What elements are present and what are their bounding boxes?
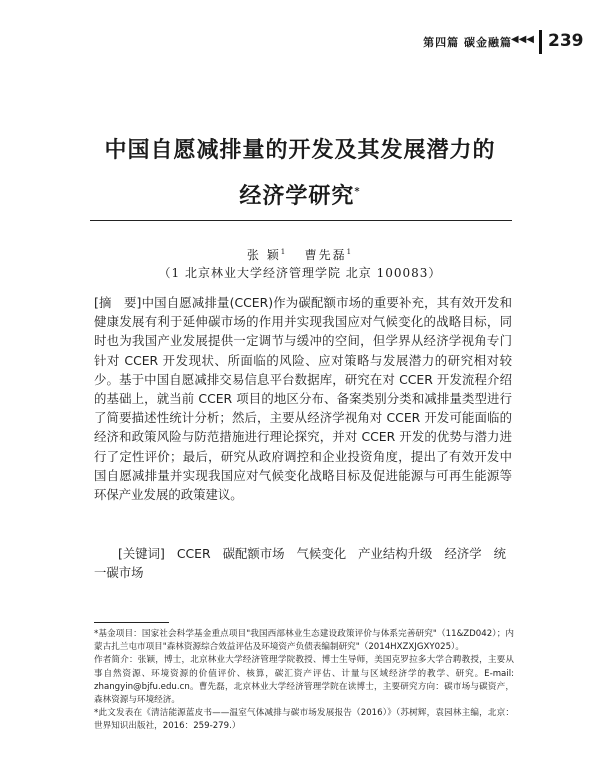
- keyword-item: CCER: [176, 546, 211, 561]
- keyword-item: 经济学: [444, 546, 482, 561]
- paper-title-line1: 中国自愿减排量的开发及其发展潜力的: [104, 137, 496, 163]
- header-arrows-icon: ◀◀◀: [510, 34, 534, 45]
- running-header: [0, 30, 600, 54]
- author-1-affil-mark: 1: [280, 248, 288, 256]
- footnotes: [94, 628, 514, 734]
- keyword-item: 碳配额市场: [222, 546, 285, 561]
- paper-title-line2-text: 经济学研究: [239, 183, 355, 209]
- footnote-fund: *基金项目：国家社会科学基金重点项目"我国西部林业生态建设政策评价与体系完善研究"（11&ZD042）；内蒙古扎兰屯市项目"森林资源综合效益评估及环境资产负债表编制研究"（2014HXZXJGXY025）。: [94, 629, 514, 653]
- page-number: 239: [548, 31, 584, 51]
- abstract: [94, 293, 512, 504]
- abstract-label: [摘 要]: [94, 295, 142, 310]
- footnote-bio: 作者简介：张颖，博士，北京林业大学经济管理学院教授、博士生导师，美国克罗拉多大学合聘教授，主要从事自然资源、环境资源的价值评价、核算，碳汇资产评估、计量与区域经济学的教学、研究。E-mail: zhangyin@bjfu.edu.cn。曹先磊，北京林业大学经济管理学院在读博士，主要研究方向：碳市场与碳资产，森林资源与环境经济。: [94, 655, 514, 706]
- header-section-title: 第四篇 碳金融篇: [423, 36, 512, 49]
- keyword-item: 产业结构升级: [358, 546, 433, 561]
- keywords: [94, 544, 512, 582]
- header-divider: [539, 30, 542, 54]
- footnote-rule: [94, 622, 169, 623]
- keyword-item: 统一碳市场: [94, 546, 507, 581]
- abstract-text: 中国自愿减排量(CCER)作为碳配额市场的重要补充，其有效开发和健康发展有利于延伸碳市场的作用并实现我国应对气候变化的战略目标，同时也为我国产业发展提供一定调节与缓冲的空间，但学界从经济学视角专门针对 CCER 开发现状、所面临的风险、应对策略与发展潜力的研究相对较少。基于中国自愿减排交易信息平台数据库，研究在对 CCER 开发流程介绍的基础上，就当前 CCER 项目的地区分布、备案类别分类和减排量类型进行了简要描述性统计分析；然后，主要从经济学视角对 CCER 开发可能面临的经济和政策风险与防范措施进行理论探究，并对 CCER 开发的优势与潜力进行了定性评价；最后，研究从政府调控和企业投资角度，提出了有效开发中国自愿减排量并实现我国应对气候变化战略目标及促进能源与可再生能源等环保产业发展的政策建议。: [94, 295, 512, 503]
- author-line: [0, 246, 600, 263]
- keywords-label: [关键词]: [118, 546, 165, 561]
- author-2-affil-mark: 1: [346, 248, 354, 256]
- affiliation: （1 北京林业大学经济管理学院 北京 100083）: [158, 266, 442, 280]
- paper-title-line2: [0, 179, 600, 210]
- title-rule: [90, 220, 512, 221]
- footnote-source: *此文发表在《清洁能源蓝皮书——温室气体减排与碳市场发展报告（2016）》（苏树辉，袁园林主编，北京：世界知识出版社，2016：259-279.）: [94, 708, 514, 732]
- title-footnote-marker: *: [354, 186, 361, 198]
- author-1: 张 颖: [246, 248, 281, 262]
- keyword-item: 气候变化: [296, 546, 347, 561]
- author-2: 曹先磊: [304, 248, 347, 262]
